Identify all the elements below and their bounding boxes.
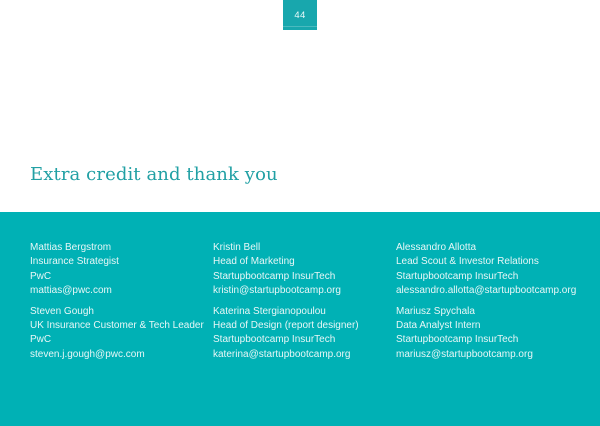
contact-org: Startupbootcamp InsurTech (213, 334, 336, 346)
contact-role: Lead Scout & Investor Relations (396, 256, 539, 268)
contact-card (213, 305, 393, 363)
contact-org: Startupbootcamp InsurTech (213, 270, 336, 282)
contact-name: Steven Gough (30, 305, 94, 317)
page-number-badge (283, 0, 317, 30)
page-title: Extra credit and thank you (30, 164, 278, 185)
contact-org: PwC (30, 334, 52, 346)
contact-role: Data Analyst Intern (396, 320, 481, 332)
contact-card (396, 241, 591, 299)
contact-email-link[interactable]: mariusz@startupbootcamp.org (396, 348, 533, 360)
contact-org: Startupbootcamp InsurTech (396, 270, 519, 282)
contact-name: Kristin Bell (213, 242, 261, 253)
contact-name: Katerina Stergianopoulou (213, 305, 326, 317)
contact-role: Head of Marketing (213, 256, 295, 268)
contact-card (30, 305, 210, 363)
contact-name: Mariusz Spychala (396, 305, 475, 317)
credits-column-2 (213, 212, 393, 368)
contact-org: Startupbootcamp InsurTech (396, 334, 519, 346)
contact-email-link[interactable]: kristin@startupbootcamp.org (213, 285, 341, 297)
contact-role: Head of Design (report designer) (213, 320, 359, 332)
contact-card (30, 241, 210, 299)
contact-email-link[interactable]: alessandro.allotta@startupbootcamp.org (396, 285, 577, 297)
page-number: 44 (294, 9, 306, 21)
contact-card (396, 305, 591, 363)
credits-column-3 (396, 212, 591, 368)
credits-column-1 (30, 212, 210, 368)
contact-email-link[interactable]: steven.j.gough@pwc.com (30, 348, 145, 360)
credits-band (0, 212, 600, 426)
contact-role: Insurance Strategist (30, 256, 119, 268)
contact-role: UK Insurance Customer & Tech Leader (30, 320, 204, 332)
contact-email-link[interactable]: mattias@pwc.com (30, 285, 112, 297)
contact-org: PwC (30, 270, 52, 282)
contact-name: Mattias Bergstrom (30, 242, 112, 253)
contact-email-link[interactable]: katerina@startupbootcamp.org (213, 348, 351, 360)
contact-name: Alessandro Allotta (396, 242, 477, 253)
contact-card (213, 241, 393, 299)
